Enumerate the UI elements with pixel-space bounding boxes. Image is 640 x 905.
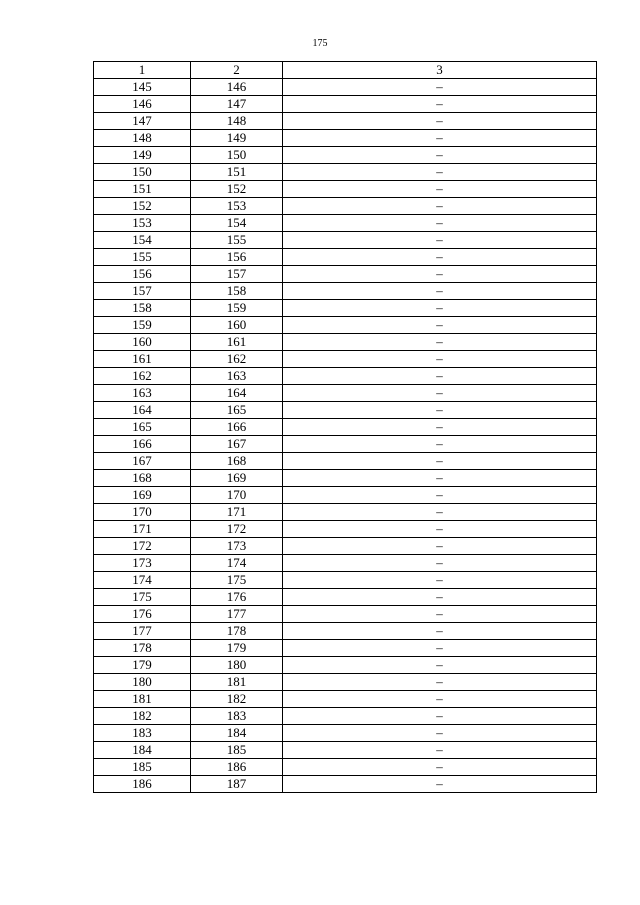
table-cell-col3: – (283, 572, 597, 589)
table-cell-col2: 160 (191, 317, 283, 334)
table-cell-col2: 149 (191, 130, 283, 147)
table-cell-col2: 186 (191, 759, 283, 776)
table-row (94, 504, 597, 521)
table-cell-col2: 157 (191, 266, 283, 283)
table-row (94, 453, 597, 470)
table-cell-col1: 146 (94, 96, 191, 113)
table-cell-col3: – (283, 317, 597, 334)
table-cell-col1: 173 (94, 555, 191, 572)
table-cell-col3: – (283, 555, 597, 572)
table-cell-col1: 152 (94, 198, 191, 215)
table-row (94, 555, 597, 572)
table-cell-col1: 155 (94, 249, 191, 266)
page-number: 175 (312, 38, 328, 49)
table-cell-col1: 157 (94, 283, 191, 300)
table-cell-col2: 169 (191, 470, 283, 487)
table-cell-col2: 146 (191, 79, 283, 96)
table-row (94, 249, 597, 266)
table-cell-col3: – (283, 589, 597, 606)
table-cell-col1: 178 (94, 640, 191, 657)
table-cell-col2: 182 (191, 691, 283, 708)
table-row (94, 657, 597, 674)
table-cell-col1: 180 (94, 674, 191, 691)
table-row (94, 113, 597, 130)
table-cell-col1: 148 (94, 130, 191, 147)
table-cell-col3: – (283, 283, 597, 300)
table-cell-col1: 165 (94, 419, 191, 436)
table-cell-col3: – (283, 657, 597, 674)
table-cell-col3: – (283, 759, 597, 776)
table-cell-col1: 179 (94, 657, 191, 674)
table-cell-col1: 177 (94, 623, 191, 640)
table-cell-col2: 165 (191, 402, 283, 419)
table-cell-col2: 147 (191, 96, 283, 113)
table-row (94, 487, 597, 504)
table-cell-col3: – (283, 334, 597, 351)
table-cell-col2: 162 (191, 351, 283, 368)
table-cell-col2: 164 (191, 385, 283, 402)
table-cell-col2: 173 (191, 538, 283, 555)
table-row (94, 300, 597, 317)
table-cell-col3: – (283, 113, 597, 130)
table-row (94, 368, 597, 385)
table-cell-col2: 171 (191, 504, 283, 521)
table-cell-col3: – (283, 215, 597, 232)
table-cell-col3: – (283, 147, 597, 164)
table-cell-col3: – (283, 674, 597, 691)
table-cell-col3: – (283, 368, 597, 385)
table-cell-col2: 154 (191, 215, 283, 232)
table-cell-col3: – (283, 453, 597, 470)
header-cell-1: 1 (94, 62, 191, 79)
table-cell-col1: 158 (94, 300, 191, 317)
table-row (94, 436, 597, 453)
table-cell-col3: – (283, 606, 597, 623)
table-cell-col2: 150 (191, 147, 283, 164)
table-cell-col3: – (283, 300, 597, 317)
table-cell-col2: 166 (191, 419, 283, 436)
table-row (94, 164, 597, 181)
table-row (94, 521, 597, 538)
table-cell-col2: 178 (191, 623, 283, 640)
table-row (94, 198, 597, 215)
table-cell-col1: 174 (94, 572, 191, 589)
table-cell-col3: – (283, 776, 597, 793)
table-cell-col2: 156 (191, 249, 283, 266)
table-cell-col2: 181 (191, 674, 283, 691)
table-cell-col1: 160 (94, 334, 191, 351)
table-cell-col2: 148 (191, 113, 283, 130)
table-cell-col2: 180 (191, 657, 283, 674)
table-cell-col2: 152 (191, 181, 283, 198)
table-cell-col1: 176 (94, 606, 191, 623)
table-row (94, 334, 597, 351)
header-cell-2: 2 (191, 62, 283, 79)
table-cell-col3: – (283, 623, 597, 640)
table-row (94, 96, 597, 113)
table-row (94, 691, 597, 708)
table-row (94, 317, 597, 334)
table-cell-col2: 159 (191, 300, 283, 317)
table-row (94, 674, 597, 691)
table-cell-col1: 186 (94, 776, 191, 793)
table-row (94, 283, 597, 300)
table-row (94, 589, 597, 606)
table-cell-col2: 161 (191, 334, 283, 351)
table-cell-col3: – (283, 96, 597, 113)
header-row (94, 62, 597, 79)
table-cell-col1: 154 (94, 232, 191, 249)
table-row (94, 266, 597, 283)
table-cell-col3: – (283, 130, 597, 147)
table-cell-col1: 161 (94, 351, 191, 368)
table-cell-col2: 179 (191, 640, 283, 657)
table-cell-col1: 145 (94, 79, 191, 96)
table-row (94, 79, 597, 96)
table-cell-col3: – (283, 470, 597, 487)
table-row (94, 759, 597, 776)
table-cell-col1: 168 (94, 470, 191, 487)
table-row (94, 130, 597, 147)
table-cell-col3: – (283, 436, 597, 453)
table-cell-col2: 170 (191, 487, 283, 504)
table-cell-col1: 164 (94, 402, 191, 419)
table-cell-col3: – (283, 79, 597, 96)
table-row (94, 232, 597, 249)
table-cell-col1: 162 (94, 368, 191, 385)
table-cell-col3: – (283, 164, 597, 181)
table-cell-col1: 181 (94, 691, 191, 708)
table-cell-col2: 176 (191, 589, 283, 606)
table-row (94, 742, 597, 759)
table-cell-col3: – (283, 521, 597, 538)
table-row (94, 385, 597, 402)
table-cell-col1: 172 (94, 538, 191, 555)
table-cell-col2: 187 (191, 776, 283, 793)
data-table (93, 61, 597, 793)
table-cell-col2: 153 (191, 198, 283, 215)
table-cell-col3: – (283, 266, 597, 283)
table-cell-col3: – (283, 181, 597, 198)
table-cell-col3: – (283, 708, 597, 725)
table-cell-col1: 171 (94, 521, 191, 538)
table-cell-col1: 147 (94, 113, 191, 130)
table-cell-col2: 174 (191, 555, 283, 572)
table-cell-col1: 149 (94, 147, 191, 164)
table-row (94, 640, 597, 657)
table-cell-col2: 163 (191, 368, 283, 385)
table-row (94, 351, 597, 368)
table-cell-col3: – (283, 725, 597, 742)
table-cell-col2: 177 (191, 606, 283, 623)
table-cell-col3: – (283, 640, 597, 657)
table-cell-col2: 183 (191, 708, 283, 725)
table-row (94, 470, 597, 487)
table-cell-col3: – (283, 385, 597, 402)
table-cell-col1: 153 (94, 215, 191, 232)
table-cell-col2: 151 (191, 164, 283, 181)
table-cell-col1: 185 (94, 759, 191, 776)
table-row (94, 419, 597, 436)
table-cell-col3: – (283, 538, 597, 555)
table-cell-col3: – (283, 198, 597, 215)
table-cell-col1: 184 (94, 742, 191, 759)
table-row (94, 147, 597, 164)
table-cell-col2: 175 (191, 572, 283, 589)
table-cell-col1: 183 (94, 725, 191, 742)
table-body (94, 79, 597, 793)
table-cell-col2: 155 (191, 232, 283, 249)
table-cell-col3: – (283, 691, 597, 708)
table-cell-col3: – (283, 487, 597, 504)
table-cell-col1: 150 (94, 164, 191, 181)
table-cell-col1: 175 (94, 589, 191, 606)
table-row (94, 402, 597, 419)
table-row (94, 725, 597, 742)
table-cell-col1: 170 (94, 504, 191, 521)
table-row (94, 623, 597, 640)
table-cell-col1: 169 (94, 487, 191, 504)
table-row (94, 215, 597, 232)
table-header (94, 62, 597, 79)
table-cell-col1: 163 (94, 385, 191, 402)
table-cell-col2: 184 (191, 725, 283, 742)
table-cell-col2: 158 (191, 283, 283, 300)
table-cell-col1: 167 (94, 453, 191, 470)
table-cell-col1: 159 (94, 317, 191, 334)
header-cell-3: 3 (283, 62, 597, 79)
table-cell-col1: 151 (94, 181, 191, 198)
table-row (94, 606, 597, 623)
table-row (94, 572, 597, 589)
table-cell-col3: – (283, 232, 597, 249)
table-row (94, 776, 597, 793)
table-cell-col3: – (283, 419, 597, 436)
table-cell-col2: 168 (191, 453, 283, 470)
table-cell-col3: – (283, 249, 597, 266)
table-row (94, 181, 597, 198)
table-cell-col2: 172 (191, 521, 283, 538)
table-cell-col1: 166 (94, 436, 191, 453)
table-cell-col2: 167 (191, 436, 283, 453)
table-cell-col3: – (283, 504, 597, 521)
table-cell-col1: 182 (94, 708, 191, 725)
table-row (94, 538, 597, 555)
table-cell-col3: – (283, 402, 597, 419)
table-cell-col3: – (283, 351, 597, 368)
table-cell-col3: – (283, 742, 597, 759)
table-row (94, 708, 597, 725)
table-cell-col2: 185 (191, 742, 283, 759)
table-cell-col1: 156 (94, 266, 191, 283)
